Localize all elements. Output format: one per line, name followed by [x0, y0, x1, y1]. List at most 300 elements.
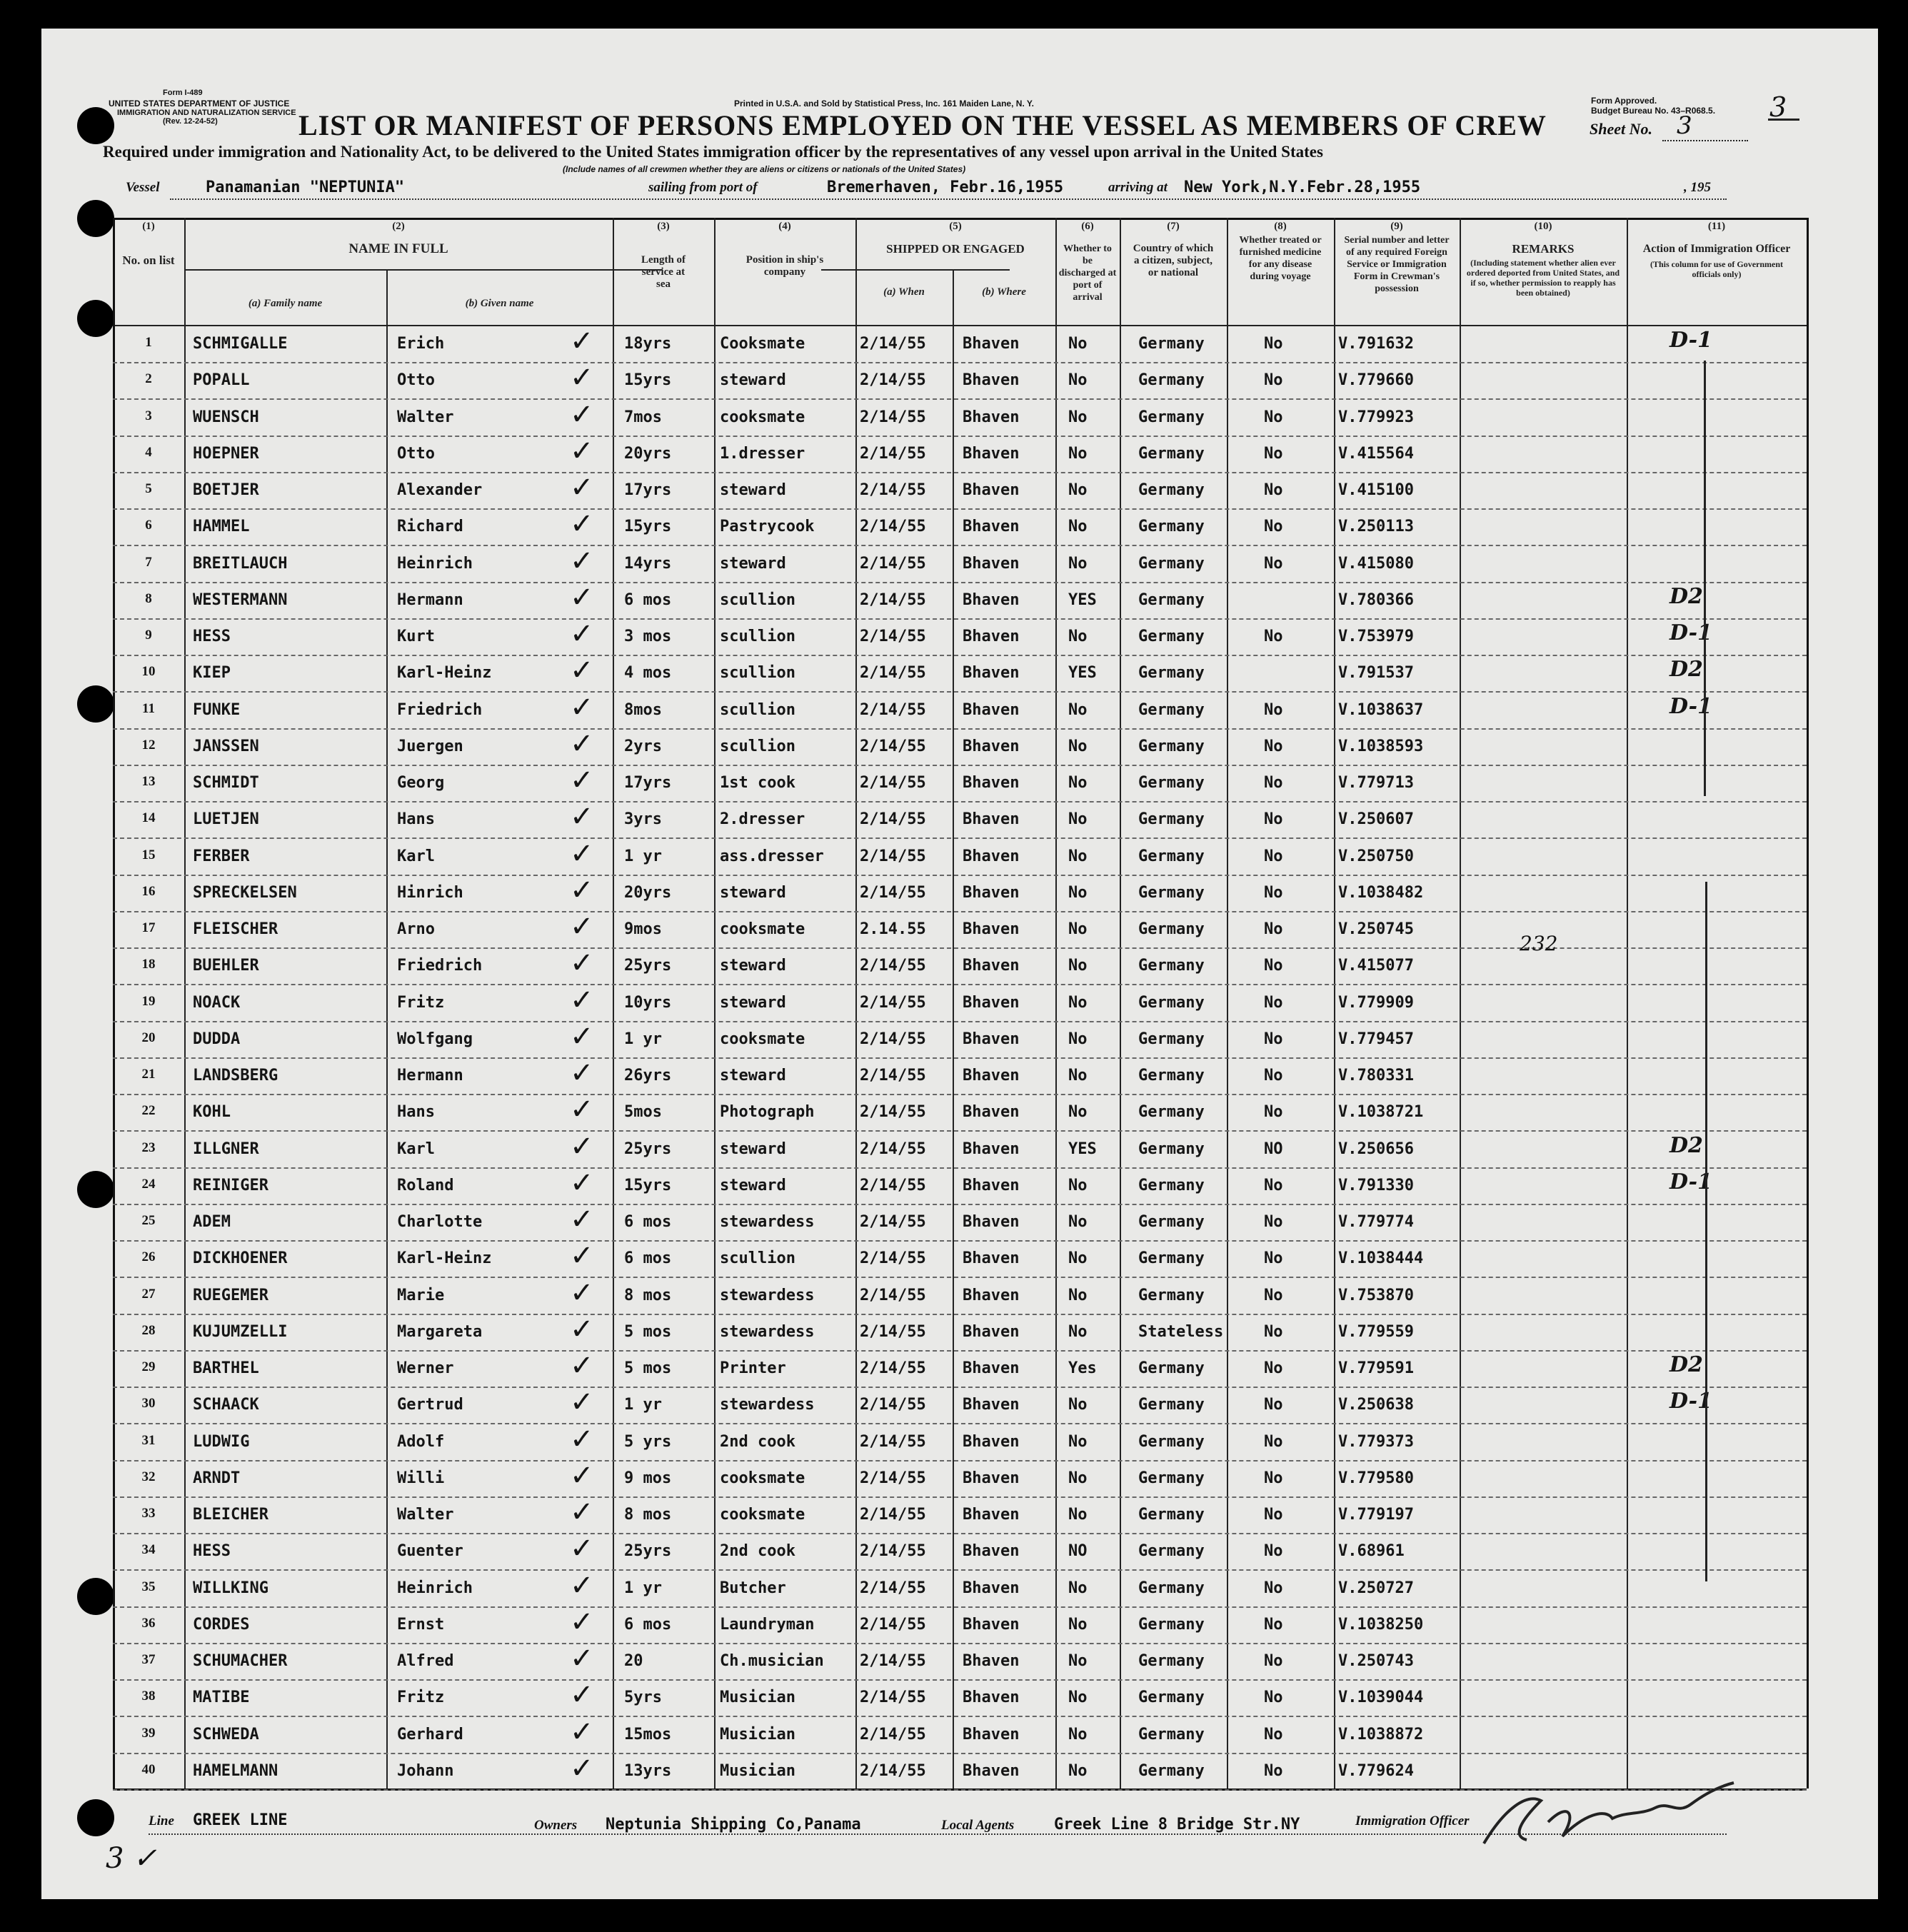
- shipped-where: Bhaven: [963, 518, 1020, 536]
- service-length: 20: [624, 1652, 643, 1670]
- service-length: 1 yr: [624, 1030, 662, 1048]
- given-name: Heinrich: [397, 1579, 473, 1597]
- shipped-where: Bhaven: [963, 737, 1020, 755]
- shipped-when: 2/14/55: [860, 993, 926, 1012]
- check-mark: ✓: [570, 1496, 594, 1529]
- margin-note: 3 ✓: [106, 1842, 157, 1875]
- shipped-when: 2/14/55: [860, 518, 926, 536]
- given-name: Johann: [397, 1761, 454, 1780]
- given-name: Karl: [397, 1139, 435, 1158]
- table-row: [113, 1569, 1807, 1608]
- given-name: Walter: [397, 408, 454, 426]
- page-title: LIST OR MANIFEST OF PERSONS EMPLOYED ON THE VESSEL AS MEMBERS OF CREW: [298, 109, 1547, 141]
- given-name: Adolf: [397, 1432, 445, 1451]
- given-name: Erich: [397, 335, 445, 353]
- serial-number: V.791632: [1338, 335, 1414, 353]
- line-label: Line: [149, 1813, 174, 1828]
- position: Printer: [720, 1359, 786, 1377]
- serial-number: V.791330: [1338, 1176, 1414, 1194]
- serial-number: V.780331: [1338, 1067, 1414, 1085]
- shipped-when: 2/14/55: [860, 1249, 926, 1268]
- discharged: No: [1068, 1725, 1088, 1744]
- discharged: No: [1068, 1506, 1088, 1524]
- shipped-when: 2/14/55: [860, 481, 926, 499]
- shipped-when: 2/14/55: [860, 1322, 926, 1341]
- shipped-when: 2/14/55: [860, 664, 926, 683]
- table-row: [113, 764, 1807, 803]
- service-length: 14yrs: [624, 554, 672, 573]
- officer-action: D2: [1670, 583, 1703, 609]
- check-mark: ✓: [570, 983, 594, 1017]
- shipped-where: Bhaven: [963, 1506, 1020, 1524]
- given-name: Guenter: [397, 1542, 463, 1561]
- discharged: YES: [1068, 590, 1097, 609]
- shipped-when: 2/14/55: [860, 1359, 926, 1377]
- arriving-label: arriving at: [1108, 180, 1168, 195]
- sheet-number: 3: [1677, 111, 1692, 140]
- discharged: Yes: [1068, 1359, 1097, 1377]
- country: Germany: [1138, 1249, 1205, 1268]
- serial-number: V.753870: [1338, 1286, 1414, 1304]
- given-name: Alexander: [397, 481, 483, 499]
- table-row: [113, 1459, 1807, 1498]
- given-name: Charlotte: [397, 1213, 483, 1231]
- given-name: Werner: [397, 1359, 454, 1377]
- owners-value: Neptunia Shipping Co,Panama: [606, 1816, 861, 1833]
- discharged: No: [1068, 371, 1088, 390]
- treated: No: [1264, 1652, 1283, 1670]
- department: UNITED STATES DEPARTMENT OF JUSTICE: [109, 99, 290, 109]
- position: steward: [720, 957, 786, 975]
- table-row: [113, 435, 1807, 473]
- check-mark: ✓: [570, 947, 594, 980]
- family-name: SCHAACK: [193, 1396, 259, 1414]
- service-length: 9 mos: [624, 1469, 672, 1487]
- shipped-when: 2/14/55: [860, 1030, 926, 1048]
- header-name: (2) NAME IN FULL: [348, 221, 448, 256]
- table-row: [113, 691, 1807, 730]
- position: Pastrycook: [720, 518, 815, 536]
- discharged: No: [1068, 1067, 1088, 1085]
- row-number: 13: [141, 774, 156, 789]
- service-length: 13yrs: [624, 1761, 672, 1780]
- row-number: 15: [141, 847, 156, 862]
- shipped-where: Bhaven: [963, 628, 1020, 645]
- shipped-when: 2/14/55: [860, 1139, 926, 1158]
- shipped-when: 2/14/55: [860, 700, 926, 719]
- position: Photograph: [720, 1103, 815, 1122]
- row-number: 21: [141, 1067, 156, 1082]
- given-name: Juergen: [397, 737, 463, 755]
- discharged: No: [1068, 554, 1088, 573]
- shipped-when: 2/14/55: [860, 371, 926, 390]
- shipped-when: 2/14/55: [860, 957, 926, 975]
- service-length: 8 mos: [624, 1286, 672, 1304]
- treated: No: [1264, 1176, 1283, 1194]
- table-row: [113, 1167, 1807, 1205]
- position: Musician: [720, 1725, 795, 1744]
- row-number: 32: [141, 1469, 156, 1484]
- row-number: 34: [141, 1542, 156, 1558]
- country: Germany: [1138, 1176, 1205, 1194]
- shipped-where: Bhaven: [963, 1139, 1020, 1158]
- serial-number: V.1038482: [1338, 883, 1424, 902]
- shipped-where: Bhaven: [963, 664, 1020, 683]
- shipped-where: Bhaven: [963, 1542, 1020, 1561]
- row-number: 3: [145, 408, 152, 423]
- given-name: Fritz: [397, 993, 445, 1012]
- shipped-when: 2/14/55: [860, 1579, 926, 1597]
- country: Germany: [1138, 774, 1205, 792]
- officer-signature: [1462, 1779, 1748, 1858]
- row-number: 4: [145, 444, 152, 460]
- service-length: 2yrs: [624, 737, 662, 755]
- family-name: JANSSEN: [193, 737, 259, 755]
- service-length: 15yrs: [624, 371, 672, 390]
- family-name: DICKHOENER: [193, 1249, 288, 1268]
- shipped-where: Bhaven: [963, 1725, 1020, 1744]
- shipped-when: 2/14/55: [860, 1542, 926, 1561]
- service-length: 5yrs: [624, 1689, 662, 1707]
- shipped-when: 2/14/55: [860, 1213, 926, 1231]
- check-mark: ✓: [570, 1166, 594, 1199]
- serial-number: V.753979: [1338, 628, 1414, 645]
- country: Germany: [1138, 1213, 1205, 1231]
- treated: No: [1264, 1761, 1283, 1780]
- serial-number: V.791537: [1338, 664, 1414, 683]
- header-treated: (8) Whether treated or furnished medicine for any disease during voyage: [1239, 221, 1322, 282]
- officer-action: D2: [1670, 657, 1703, 683]
- treated: No: [1264, 1579, 1283, 1597]
- serial-number: V.779197: [1338, 1506, 1414, 1524]
- treated: No: [1264, 1469, 1283, 1487]
- treated: No: [1264, 993, 1283, 1012]
- given-name: Margareta: [397, 1322, 483, 1341]
- service-name: IMMIGRATION AND NATURALIZATION SERVICE: [117, 109, 296, 117]
- table-row: [113, 545, 1807, 583]
- given-name: Fritz: [397, 1689, 445, 1707]
- position: scullion: [720, 628, 795, 645]
- given-name: Marie: [397, 1286, 445, 1304]
- family-name: ARNDT: [193, 1469, 241, 1487]
- given-name: Hermann: [397, 590, 463, 609]
- shipped-when: 2/14/55: [860, 1725, 926, 1744]
- given-name: Willi: [397, 1469, 445, 1487]
- punch-hole: [77, 107, 114, 144]
- position: 1.dresser: [720, 444, 805, 463]
- family-name: SCHMIGALLE: [193, 335, 288, 353]
- shipped-where: Bhaven: [963, 957, 1020, 975]
- discharged: No: [1068, 1322, 1088, 1341]
- table-row: [113, 1349, 1807, 1388]
- serial-number: V.250750: [1338, 847, 1414, 865]
- row-number: 28: [141, 1322, 156, 1338]
- serial-number: V.1038721: [1338, 1103, 1424, 1122]
- check-mark: ✓: [570, 800, 594, 834]
- service-length: 6 mos: [624, 1615, 672, 1634]
- serial-number: V.415100: [1338, 481, 1414, 499]
- check-mark: ✓: [570, 727, 594, 760]
- given-name: Wolfgang: [397, 1030, 473, 1048]
- position: 2nd cook: [720, 1542, 795, 1561]
- shipped-when: 2/14/55: [860, 1469, 926, 1487]
- discharged: NO: [1068, 1542, 1088, 1561]
- shipped-where: Bhaven: [963, 1213, 1020, 1231]
- family-name: SPRECKELSEN: [193, 883, 297, 902]
- service-length: 18yrs: [624, 335, 672, 353]
- header-discharged: (6) Whether to be discharged at port of arrival: [1058, 221, 1117, 303]
- given-name: Alfred: [397, 1652, 454, 1670]
- family-name: BUEHLER: [193, 957, 259, 975]
- position: cooksmate: [720, 1506, 805, 1524]
- table-row: [113, 874, 1807, 912]
- shipped-where: Bhaven: [963, 1286, 1020, 1304]
- row-number: 7: [145, 554, 152, 570]
- shipped-where: Bhaven: [963, 1761, 1020, 1780]
- shipped-when: 2/14/55: [860, 1615, 926, 1634]
- serial-number: V.1038250: [1338, 1615, 1424, 1634]
- country: Germany: [1138, 1359, 1205, 1377]
- table-row: [113, 728, 1807, 766]
- corner-page-number: 3: [1769, 91, 1787, 123]
- shipped-where: Bhaven: [963, 1322, 1020, 1341]
- header-serial: (9) Serial number and letter of any required Foreign Service or Immigration Form in Crewman's possession: [1344, 221, 1450, 294]
- officer-action: D2: [1670, 1132, 1703, 1158]
- country: Germany: [1138, 993, 1205, 1012]
- country: Germany: [1138, 883, 1205, 902]
- shipped-where: Bhaven: [963, 1067, 1020, 1085]
- discharged: No: [1068, 1396, 1088, 1414]
- header-service: (3) Length of service at sea: [641, 221, 686, 290]
- country: Germany: [1138, 1761, 1205, 1780]
- check-mark: ✓: [570, 1459, 594, 1492]
- check-mark: ✓: [570, 1129, 594, 1163]
- table-row: [113, 984, 1807, 1022]
- shipped-when: 2/14/55: [860, 590, 926, 609]
- row-number: 37: [141, 1652, 156, 1667]
- service-length: 20yrs: [624, 444, 672, 463]
- position: steward: [720, 1067, 786, 1085]
- service-length: 1 yr: [624, 1396, 662, 1414]
- budget-bureau: Budget Bureau No. 43–R068.5.: [1591, 106, 1716, 116]
- row-number: 17: [141, 920, 156, 935]
- country: Germany: [1138, 920, 1205, 938]
- service-length: 9mos: [624, 920, 662, 938]
- row-number: 22: [141, 1103, 156, 1119]
- position: Ch.musician: [720, 1652, 824, 1670]
- check-mark: ✓: [570, 398, 594, 431]
- country: Germany: [1138, 335, 1205, 353]
- shipped-where: Bhaven: [963, 1689, 1020, 1707]
- shipped-where: Bhaven: [963, 1469, 1020, 1487]
- discharged: YES: [1068, 1139, 1097, 1158]
- arriving-at: New York,N.Y.Febr.28,1955: [1184, 178, 1421, 196]
- family-name: NOACK: [193, 993, 241, 1012]
- shipped-when: 2/14/55: [860, 1286, 926, 1304]
- row-number: 6: [145, 518, 152, 533]
- table-row: [113, 1679, 1807, 1717]
- treated: No: [1264, 481, 1283, 499]
- family-name: LUDWIG: [193, 1432, 250, 1451]
- country: Germany: [1138, 1432, 1205, 1451]
- discharged: YES: [1068, 664, 1097, 683]
- row-number: 20: [141, 1030, 156, 1045]
- shipped-where: Bhaven: [963, 554, 1020, 573]
- shipped-where: Bhaven: [963, 408, 1020, 426]
- check-mark: ✓: [570, 1532, 594, 1566]
- agents-label: Local Agents: [941, 1818, 1015, 1833]
- check-mark: ✓: [570, 654, 594, 688]
- shipped-when: 2/14/55: [860, 1067, 926, 1085]
- shipped-when: 2/14/55: [860, 554, 926, 573]
- country: Germany: [1138, 700, 1205, 719]
- position: steward: [720, 883, 786, 902]
- family-name: KIEP: [193, 664, 231, 683]
- serial-number: V.415080: [1338, 554, 1414, 573]
- family-name: ADEM: [193, 1213, 231, 1231]
- line-value: GREEK LINE: [193, 1811, 288, 1829]
- service-length: 17yrs: [624, 774, 672, 792]
- sheet-label: Sheet No.: [1590, 120, 1652, 138]
- header-action: (11) Action of Immigration Officer (This column for use of Government officials only): [1642, 221, 1791, 279]
- shipped-where: Bhaven: [963, 774, 1020, 792]
- row-number: 31: [141, 1432, 156, 1448]
- serial-number: V.1038444: [1338, 1249, 1424, 1268]
- position: ass.dresser: [720, 847, 824, 865]
- check-mark: ✓: [570, 1057, 594, 1090]
- discharged: No: [1068, 1213, 1088, 1231]
- officer-action: D2: [1670, 1352, 1703, 1377]
- serial-number: V.1038637: [1338, 700, 1424, 719]
- check-mark: ✓: [570, 1093, 594, 1127]
- treated: No: [1264, 737, 1283, 755]
- punch-hole: [77, 685, 114, 723]
- service-length: 8mos: [624, 700, 662, 719]
- row-number: 9: [145, 628, 152, 643]
- country: Germany: [1138, 371, 1205, 390]
- shipped-where: Bhaven: [963, 1359, 1020, 1377]
- service-length: 6 mos: [624, 1249, 672, 1268]
- serial-number: V.415564: [1338, 444, 1414, 463]
- check-mark: ✓: [570, 1642, 594, 1675]
- treated: No: [1264, 1213, 1283, 1231]
- given-name: Ernst: [397, 1615, 445, 1634]
- table-row: [113, 618, 1807, 656]
- serial-number: V.779660: [1338, 371, 1414, 390]
- country: Germany: [1138, 590, 1205, 609]
- service-length: 1 yr: [624, 1579, 662, 1597]
- check-mark: ✓: [570, 618, 594, 650]
- service-length: 6 mos: [624, 590, 672, 609]
- check-mark: ✓: [570, 434, 594, 468]
- family-name: RUEGEMER: [193, 1286, 268, 1304]
- position: 1st cook: [720, 774, 795, 792]
- serial-number: V.1039044: [1338, 1689, 1424, 1707]
- treated: No: [1264, 518, 1283, 536]
- treated: No: [1264, 1432, 1283, 1451]
- shipped-when: 2/14/55: [860, 847, 926, 865]
- officer-action: D-1: [1670, 1169, 1712, 1194]
- given-name: Hermann: [397, 1067, 463, 1085]
- row-number: 39: [141, 1725, 156, 1741]
- table-row: [113, 1239, 1807, 1278]
- position: scullion: [720, 664, 795, 683]
- country: Germany: [1138, 1103, 1205, 1122]
- treated: No: [1264, 554, 1283, 573]
- country: Germany: [1138, 1067, 1205, 1085]
- header-country: (7) Country of which a citizen, subject, or national: [1133, 221, 1214, 278]
- discharged: No: [1068, 810, 1088, 829]
- table-row: [113, 1203, 1807, 1242]
- given-name: Karl-Heinz: [397, 664, 492, 683]
- discharged: No: [1068, 1615, 1088, 1634]
- shipped-where: Bhaven: [963, 1432, 1020, 1451]
- given-name: Georg: [397, 774, 445, 792]
- family-name: KUJUMZELLI: [193, 1322, 288, 1341]
- row-number: 26: [141, 1249, 156, 1265]
- shipped-when: 2/14/55: [860, 774, 926, 792]
- row-number: 16: [141, 883, 156, 899]
- service-length: 3 mos: [624, 628, 672, 645]
- position: scullion: [720, 737, 795, 755]
- family-name: HAMELMANN: [193, 1761, 278, 1780]
- position: steward: [720, 993, 786, 1012]
- country: Germany: [1138, 810, 1205, 829]
- check-mark: ✓: [570, 544, 594, 578]
- shipped-when: 2/14/55: [860, 883, 926, 902]
- check-mark: ✓: [570, 1605, 594, 1639]
- treated: No: [1264, 774, 1283, 792]
- service-length: 5mos: [624, 1103, 662, 1122]
- row-number: 33: [141, 1506, 156, 1521]
- discharged: No: [1068, 883, 1088, 902]
- check-mark: ✓: [570, 1422, 594, 1456]
- table-row: [113, 1532, 1807, 1571]
- row-number: 2: [145, 371, 152, 387]
- serial-number: V.250607: [1338, 810, 1414, 829]
- position: Laundryman: [720, 1615, 815, 1634]
- shipped-where: Bhaven: [963, 335, 1020, 353]
- row-number: 29: [141, 1359, 156, 1374]
- country: Germany: [1138, 1615, 1205, 1634]
- serial-number: V.780366: [1338, 590, 1414, 609]
- treated: NO: [1264, 1139, 1283, 1158]
- discharged: No: [1068, 1249, 1088, 1268]
- agents-value: Greek Line 8 Bridge Str.NY: [1054, 1816, 1300, 1833]
- include-note: (Include names of all crewmen whether they are aliens or citizens or nationals of the United States): [563, 164, 966, 174]
- treated: No: [1264, 1286, 1283, 1304]
- position: stewardess: [720, 1286, 815, 1304]
- position: steward: [720, 371, 786, 390]
- given-name: Heinrich: [397, 554, 473, 573]
- form-number: Form I-489: [163, 89, 203, 97]
- family-name: WESTERMANN: [193, 590, 288, 609]
- header-no: (1) No. on list: [122, 221, 175, 267]
- shipped-when: 2/14/55: [860, 1761, 926, 1780]
- check-mark: ✓: [570, 1312, 594, 1346]
- country: Germany: [1138, 1652, 1205, 1670]
- sheet-number-line: [1662, 140, 1748, 141]
- discharged: No: [1068, 1286, 1088, 1304]
- treated: No: [1264, 1067, 1283, 1085]
- family-name: POPALL: [193, 371, 250, 390]
- family-name: FUNKE: [193, 700, 241, 719]
- service-length: 7mos: [624, 408, 662, 426]
- remarks-note: 232: [1520, 932, 1558, 955]
- bracket-line: [1704, 361, 1706, 796]
- check-mark: ✓: [570, 580, 594, 614]
- position: Musician: [720, 1689, 795, 1707]
